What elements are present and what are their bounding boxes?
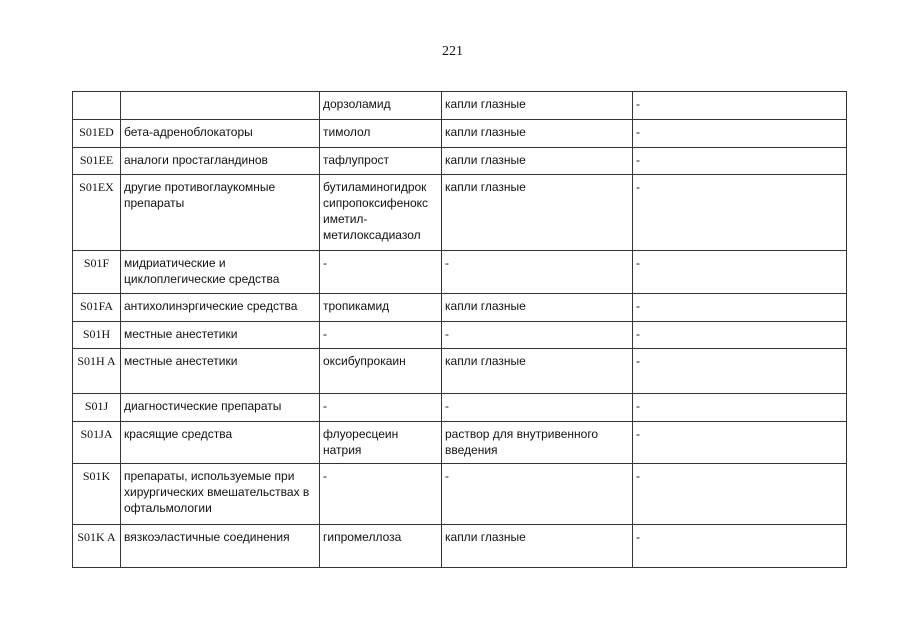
dosage-form-cell: капли глазные [442, 120, 633, 148]
substance-cell: оксибупрокаин [320, 349, 442, 394]
dosage-form-cell: капли глазные [442, 349, 633, 394]
note-cell: - [633, 525, 847, 568]
substance-cell: тафлупрост [320, 148, 442, 175]
note-cell: - [633, 394, 847, 422]
page-number: 221 [442, 44, 463, 59]
atc-group-cell: мидриатические и циклоплегические средства [121, 251, 320, 294]
note-cell: - [633, 294, 847, 322]
note-cell: - [633, 148, 847, 175]
atc-group-cell: диагностические препараты [121, 394, 320, 422]
note-cell: - [633, 349, 847, 394]
atc-code-cell: S01H [73, 322, 121, 349]
dosage-form-cell: капли глазные [442, 525, 633, 568]
note-cell: - [633, 92, 847, 120]
atc-group-cell: антихолинэргические средства [121, 294, 320, 322]
table-row [73, 175, 847, 251]
table-row [73, 294, 847, 322]
dosage-form-cell: - [442, 464, 633, 525]
substance-cell: - [320, 464, 442, 525]
note-cell: - [633, 175, 847, 251]
substance-cell: - [320, 322, 442, 349]
atc-group-cell: аналоги простагландинов [121, 148, 320, 175]
table-row [73, 394, 847, 422]
atc-group-cell: красящие средства [121, 422, 320, 464]
drug-table [72, 91, 847, 568]
atc-code-cell: S01EE [73, 148, 121, 175]
substance-cell: бутиламиногидрок сипропоксифенокс иметил-метилоксадиазол [320, 175, 442, 251]
atc-group-cell: вязкоэластичные соединения [121, 525, 320, 568]
atc-code-cell [73, 92, 121, 120]
dosage-form-cell: - [442, 394, 633, 422]
table-row [73, 148, 847, 175]
atc-code-cell: S01FA [73, 294, 121, 322]
note-cell: - [633, 464, 847, 525]
atc-group-cell [121, 92, 320, 120]
table-row [73, 120, 847, 148]
atc-code-cell: S01H A [73, 349, 121, 394]
atc-code-cell: S01F [73, 251, 121, 294]
atc-code-cell: S01J [73, 394, 121, 422]
table-row [73, 349, 847, 394]
substance-cell: флуоресцеин натрия [320, 422, 442, 464]
substance-cell: тропикамид [320, 294, 442, 322]
atc-code-cell: S01JA [73, 422, 121, 464]
substance-cell: - [320, 394, 442, 422]
dosage-form-cell: - [442, 251, 633, 294]
dosage-form-cell: капли глазные [442, 294, 633, 322]
table-row [73, 525, 847, 568]
dosage-form-cell: раствор для внутривенного введения [442, 422, 633, 464]
table-row [73, 322, 847, 349]
atc-code-cell: S01K A [73, 525, 121, 568]
table-row [73, 92, 847, 120]
substance-cell: тимолол [320, 120, 442, 148]
note-cell: - [633, 322, 847, 349]
dosage-form-cell: капли глазные [442, 175, 633, 251]
table-row [73, 464, 847, 525]
table-row [73, 251, 847, 294]
note-cell: - [633, 120, 847, 148]
atc-group-cell: бета-адреноблокаторы [121, 120, 320, 148]
note-cell: - [633, 422, 847, 464]
substance-cell: гипромеллоза [320, 525, 442, 568]
note-cell: - [633, 251, 847, 294]
atc-group-cell: препараты, используемые при хирургических вмешательствах в офтальмологии [121, 464, 320, 525]
atc-code-cell: S01ED [73, 120, 121, 148]
substance-cell: дорзоламид [320, 92, 442, 120]
atc-group-cell: местные анестетики [121, 322, 320, 349]
substance-cell: - [320, 251, 442, 294]
atc-group-cell: местные анестетики [121, 349, 320, 394]
atc-code-cell: S01EX [73, 175, 121, 251]
dosage-form-cell: капли глазные [442, 148, 633, 175]
dosage-form-cell: капли глазные [442, 92, 633, 120]
atc-code-cell: S01K [73, 464, 121, 525]
table-row [73, 422, 847, 464]
atc-group-cell: другие противоглаукомные препараты [121, 175, 320, 251]
dosage-form-cell: - [442, 322, 633, 349]
